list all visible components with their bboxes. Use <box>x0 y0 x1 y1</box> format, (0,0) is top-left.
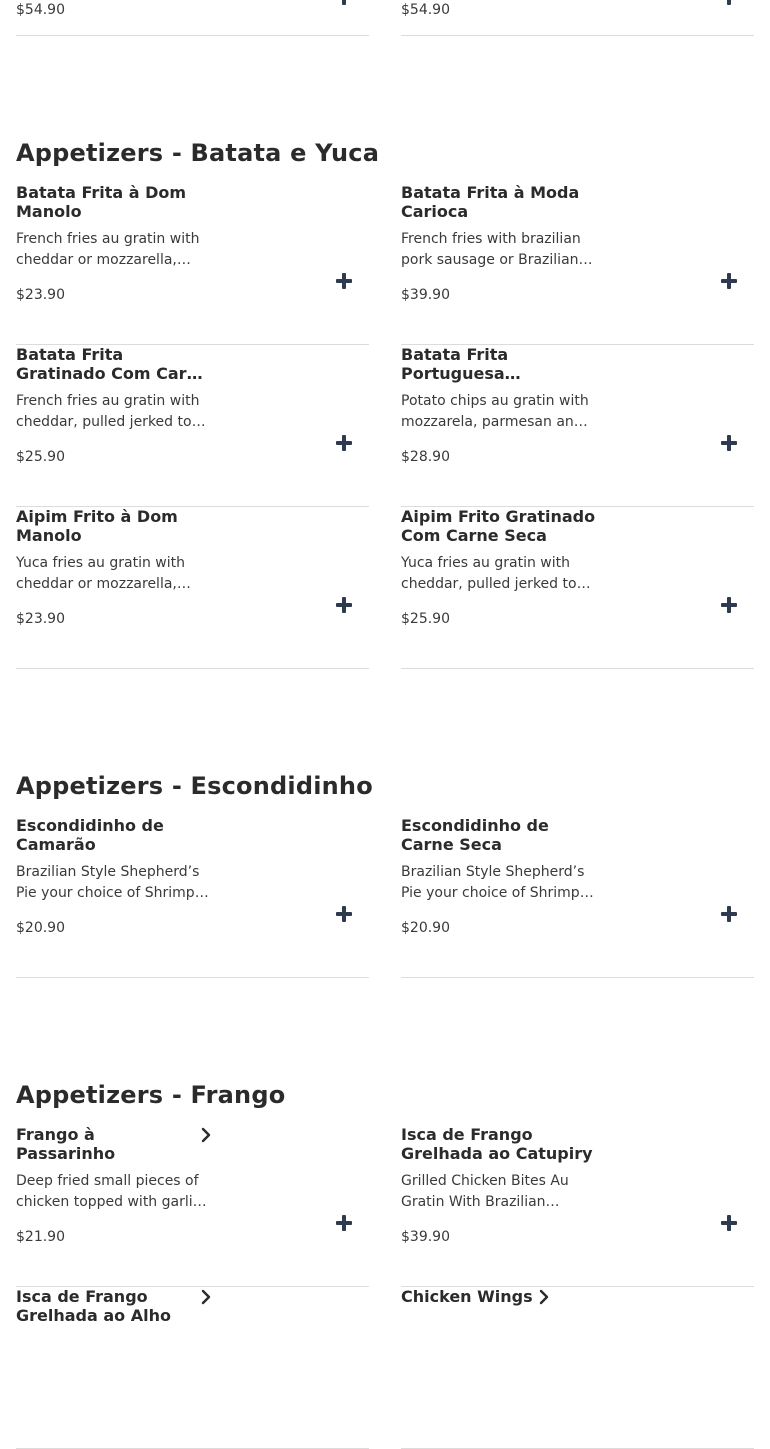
chevron-right-icon[interactable] <box>195 1125 211 1147</box>
item-name[interactable]: Batata Frita Gratinado Com Carne <box>16 345 209 383</box>
item-price: $20.90 <box>401 920 450 936</box>
add-item-button[interactable] <box>333 270 355 292</box>
item-price: $23.90 <box>16 611 65 627</box>
plus-icon <box>721 435 737 451</box>
item-name[interactable]: Batata Frita à Moda Carioca <box>401 183 580 221</box>
plus-icon <box>721 906 737 922</box>
section-title: Appetizers - Frango <box>16 1081 286 1109</box>
item-description: French fries with brazilian pork sausage or Brazilian <box>401 231 581 268</box>
item-price: $39.90 <box>401 1229 450 1245</box>
item-name[interactable]: Aipim Frito Gratinado Com Carne Seca <box>401 507 596 545</box>
item-price: $25.90 <box>16 449 65 465</box>
item-name[interactable]: Escondidinho de Camarão <box>16 816 164 854</box>
add-item-button[interactable] <box>333 594 355 616</box>
menu-item-card[interactable] <box>16 507 369 669</box>
plus-icon <box>336 906 352 922</box>
item-price: $54.90 <box>401 2 450 18</box>
item-name[interactable]: Isca de Frango Grelhada ao Alho <box>16 1287 171 1325</box>
plus-icon <box>336 597 352 613</box>
plus-icon <box>721 1215 737 1231</box>
item-price: $21.90 <box>16 1229 65 1245</box>
item-description: Brazilian Style Shepherd’s Pie your choice of Shrimp <box>401 864 585 901</box>
menu-item-card[interactable] <box>16 345 369 507</box>
menu-section <box>0 36 770 669</box>
section-title: Appetizers - Escondidinho <box>16 772 373 800</box>
menu-section-previous <box>0 0 770 36</box>
menu-item-card[interactable] <box>401 0 754 36</box>
item-price: $20.90 <box>16 920 65 936</box>
item-price: $28.90 <box>401 449 450 465</box>
item-name[interactable]: Escondidinho de Carne Seca <box>401 816 549 854</box>
item-name[interactable]: Aipim Frito à Dom Manolo <box>16 507 178 545</box>
add-item-button[interactable] <box>333 432 355 454</box>
add-item-button[interactable] <box>718 594 740 616</box>
item-description: Yuca fries au gratin with cheddar or mozzarella, <box>16 555 186 592</box>
item-name[interactable]: Chicken Wings <box>401 1287 533 1306</box>
plus-icon <box>721 597 737 613</box>
item-description: Yuca fries au gratin with cheddar, pulled jerked top <box>401 555 586 592</box>
menu-section <box>0 978 770 1449</box>
menu-item-card[interactable] <box>401 1125 754 1287</box>
menu-item-card[interactable] <box>16 0 369 36</box>
add-item-button[interactable] <box>718 432 740 454</box>
item-price: $39.90 <box>401 287 450 303</box>
item-description: Brazilian Style Shepherd’s Pie your choice of Shrimp <box>16 864 200 901</box>
item-name[interactable]: Frango à Passarinho <box>16 1125 116 1163</box>
add-item-button[interactable] <box>718 903 740 925</box>
menu-item-card[interactable] <box>401 345 754 507</box>
plus-icon <box>721 273 737 289</box>
add-item-button[interactable] <box>718 1212 740 1234</box>
item-price: $23.90 <box>16 287 65 303</box>
plus-icon <box>721 0 737 5</box>
plus-icon <box>336 0 352 5</box>
item-description: Deep fried small pieces of chicken topped with garlic <box>16 1173 201 1210</box>
item-description: Grilled Chicken Bites Au Gratin With Brazilian <box>401 1173 569 1210</box>
add-item-button[interactable] <box>718 0 740 8</box>
item-name[interactable]: Isca de Frango Grelhada ao Catupiry <box>401 1125 593 1163</box>
menu-item-card[interactable] <box>16 816 369 978</box>
chevron-right-icon[interactable] <box>195 1287 211 1309</box>
add-item-button[interactable] <box>333 0 355 8</box>
item-name[interactable]: Batata Frita Portuguesa <box>401 345 509 383</box>
chevron-right-icon[interactable] <box>533 1287 549 1309</box>
item-name[interactable]: Batata Frita à Dom Manolo <box>16 183 187 221</box>
section-title: Appetizers - Batata e Yuca <box>16 139 380 167</box>
item-description: French fries au gratin with cheddar or mozzarella, <box>16 231 200 268</box>
menu-section <box>0 669 770 978</box>
plus-icon <box>336 273 352 289</box>
add-item-button[interactable] <box>333 1212 355 1234</box>
chevron-right-icon <box>539 1289 549 1305</box>
menu-item-card[interactable] <box>16 1125 369 1287</box>
menu-item-card[interactable] <box>16 1287 369 1449</box>
item-price: $54.90 <box>16 2 65 18</box>
add-item-button[interactable] <box>333 903 355 925</box>
menu-item-card[interactable] <box>401 183 754 345</box>
plus-icon <box>336 1215 352 1231</box>
chevron-right-icon <box>201 1289 211 1305</box>
plus-icon <box>336 435 352 451</box>
chevron-right-icon <box>201 1127 211 1143</box>
item-description: Potato chips au gratin with mozzarela, parmesan and <box>401 393 589 430</box>
add-item-button[interactable] <box>718 270 740 292</box>
menu-item-card[interactable] <box>401 816 754 978</box>
item-price: $25.90 <box>401 611 450 627</box>
menu-item-card[interactable] <box>401 507 754 669</box>
item-description: French fries au gratin with cheddar, pulled jerked top <box>16 393 201 430</box>
menu-item-card[interactable] <box>401 1287 754 1449</box>
menu-item-card[interactable] <box>16 183 369 345</box>
